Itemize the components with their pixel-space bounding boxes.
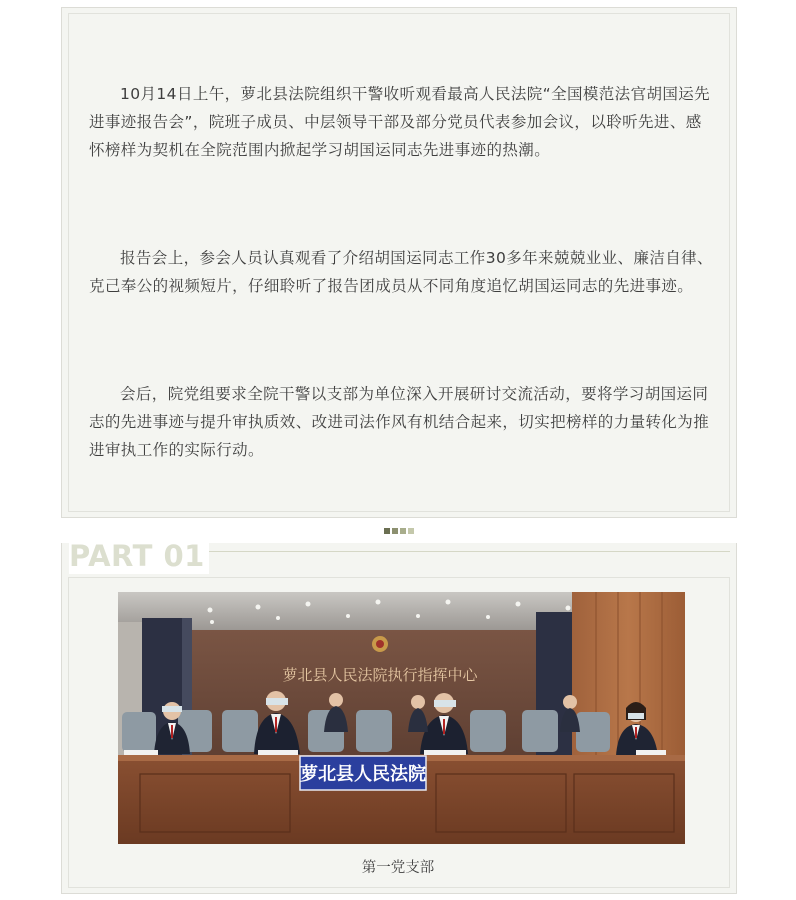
article-card-inner <box>68 13 730 512</box>
separator-dot <box>384 528 390 534</box>
separator-dot <box>408 528 414 534</box>
article-paragraph-2: 报告会上，参会人员认真观看了介绍胡国运同志工作30多年来兢兢业业、廉洁自律、克己奉公的视频短片，仔细聆听了报告团成员从不同角度追忆胡国运同志的先进事迹。 <box>89 249 713 295</box>
article-paragraph-1: 10月14日上午，萝北县法院组织干警收听观看最高人民法院“全国模范法官胡国运先进事迹报告会”，院班子成员、中层领导干部及部分党员代表参加会议，以聆听先进、感怀榜样为契机在全院范围内掀起学习胡国运同志先进事迹的热潮。 <box>89 85 711 159</box>
meeting-photo-illustration <box>118 592 685 844</box>
wall-sign-text: 萝北县人民法院执行指挥中心 <box>282 666 478 684</box>
separator-dot <box>392 528 398 534</box>
meeting-photo <box>118 592 685 844</box>
article-paragraph-3: 会后，院党组要求全院干警以支部为单位深入开展研讨交流活动，要将学习胡国运同志的先进事迹与提升审执质效、改进司法作风有机结合起来，切实把榜样的力量转化为推进审执工作的实际行动。 <box>89 385 710 459</box>
section-separator <box>384 528 414 535</box>
desk-sign-text: 萝北县人民法院 <box>300 764 426 785</box>
separator-dot <box>400 528 406 534</box>
article-card <box>61 7 737 518</box>
part-heading: PART 01 <box>69 538 209 574</box>
part-heading-rule <box>200 551 730 552</box>
photo-caption: 第一党支部 <box>361 860 435 876</box>
